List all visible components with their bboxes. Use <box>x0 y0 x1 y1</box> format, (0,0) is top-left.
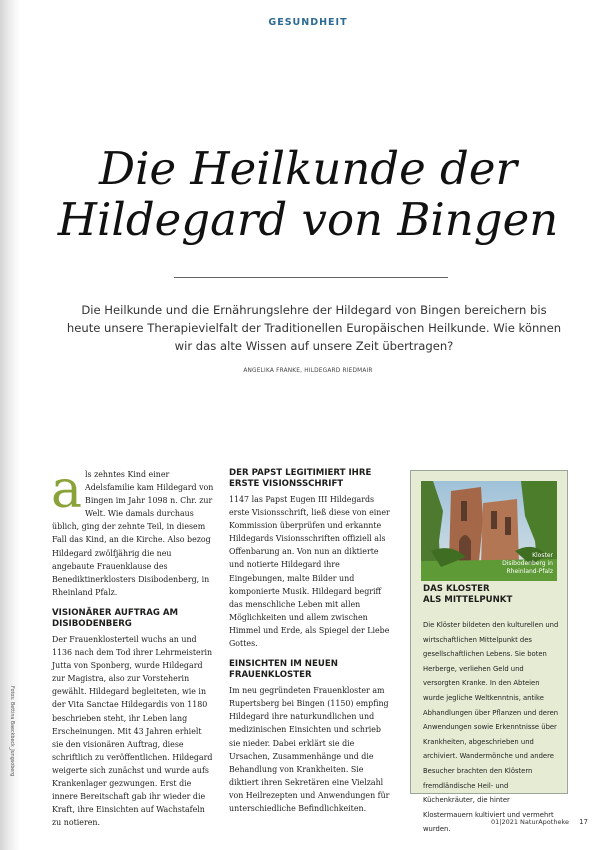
intro-paragraph: ls zehntes Kind einer Adelsfamilie kam Hildegard von Bingen im Jahr 1098 n. Chr. zur Welt. Wie damals durchaus üblich, ging der zehnte Teil, in diesem Fall das Kind, an die Kirche. Also bezog Hildegard zwölfjährig die neu angebaute Frauenklause des Benediktinerklosters Disibodenberg, in Rheinland Pfalz. <box>52 470 214 597</box>
box-heading-line: DAS KLOSTER <box>423 584 490 594</box>
author-line: ANGELIKA FRANKE, HILDEGARD RIEDMAIR <box>243 368 373 374</box>
box-heading-line: ALS MITTELPUNKT <box>423 595 513 605</box>
article-title <box>0 143 616 245</box>
body-paragraph: 1147 las Papst Eugen III Hildegards erste Visionsschrift, ließ diese von einer Kommission überprüfen und erkannte Hildegards Visionsschriften offiziell als Offenbarung an. Von nun an diktierte und notierte Hildegard ihre Eingebungen, malte Bilder und komponierte Musik. Hildegard begriff das menschliche Leben mit allen Möglichkeiten und allem zwischen Himmel und Erde, als Spiegel der Liebe Gottes. <box>229 495 390 649</box>
lead-paragraph: Die Heilkunde und die Ernährungslehre der Hildegard von Bingen bereichern bis heute unsere Therapievielfalt der Traditionellen Europäischen Heilkunde. Wie können wir das alte Wissen auf unsere Zeit übertragen? <box>66 303 562 353</box>
column-1 <box>51 460 215 829</box>
photo-credit: Fotos: Bettina Baeckbeck_Jungsoberg <box>9 686 14 777</box>
box-text: Die Klöster bildeten den kulturellen und wirtschaftlichen Mittelpunkt des gesellschaftlichen Lebens. Sie boten Herberge, verliehen Geld und versorgten Kranke. In den Abteien wurde jegliche Weltkenntnis, antike Abhandlungen über Pflanzen und deren Anwendungen sowie Erkenntnisse über Krankheiten, abgeschrieben und archiviert. Wandermönche und andere Besucher brachten den Klöstern fremdländische Heil- und Küchenkräuter, die hinter Klostermauern kultiviert und vermehrt wurden. <box>423 621 559 834</box>
caption-line: Rheinland-Pfalz <box>506 568 553 575</box>
section-label: GESUNDHEIT <box>268 17 348 28</box>
body-paragraph: Der Frauenklosterteil wuchs an und 1136 nach dem Tod ihrer Lehrmeisterin Jutta von Sponberg, wurde Hildegard zur Magistra, also zur Vorsteherin gewählt. Hildegard begleiteten, wie in der Vita Sanctae Hildegardis von 1180 beschrieben steht, ihr Leben lang Erscheinungen. Mit 43 Jahren erhielt sie den visionären Auftrag, diese schriftlich zu veröffentlichen. Hildegard weigerte sich zunächst und wurde aufs Krankenlager gezwungen. Erst die innere Bereitschaft gab ihr wieder die Kraft, ihre Einsichten auf Wachstafeln zu notieren. <box>52 634 213 828</box>
title-divider <box>174 277 448 278</box>
title-line-1: Die Heilkunde der <box>99 142 517 195</box>
caption-line: Disibodenberg in <box>502 560 553 567</box>
caption-line: Kloster <box>532 552 553 559</box>
subheading-visionaerer-auftrag: VISIONÄRER AUFTRAG AM DISIBODENBERG <box>52 607 179 629</box>
subheading-einsichten: EINSICHTEN IM NEUEN FRAUENKLOSTER <box>229 659 338 681</box>
monastery-photo <box>421 481 557 581</box>
column-2 <box>229 468 393 815</box>
page-number: 17 <box>579 818 588 826</box>
subheading-papst: DER PAPST LEGITIMIERT IHRE ERSTE VISIONSSCHRIFT <box>229 468 372 489</box>
body-paragraph: Im neu gegründeten Frauenkloster am Rupertsberg bei Bingen (1150) empfing Hildegard ihre naturkundlichen und medizinischen Einsichten und schrieb sie nieder. Dabei erklärt sie die Ursachen, Zusammenhänge und die Behandlung von Krankheiten. Sie diktiert ihren Sekretären eine Vielzahl von Heilrezepten und Anwendungen für unterschiedliche Befindlichkeiten. <box>229 686 390 813</box>
box-heading <box>423 584 559 606</box>
photo-caption <box>502 552 553 576</box>
page-footer <box>491 818 588 826</box>
issue-label: 01|2021 NaturApotheke <box>490 818 569 826</box>
title-line-2: Hildegard von Bingen <box>57 193 559 246</box>
drop-cap: a <box>51 460 83 520</box>
